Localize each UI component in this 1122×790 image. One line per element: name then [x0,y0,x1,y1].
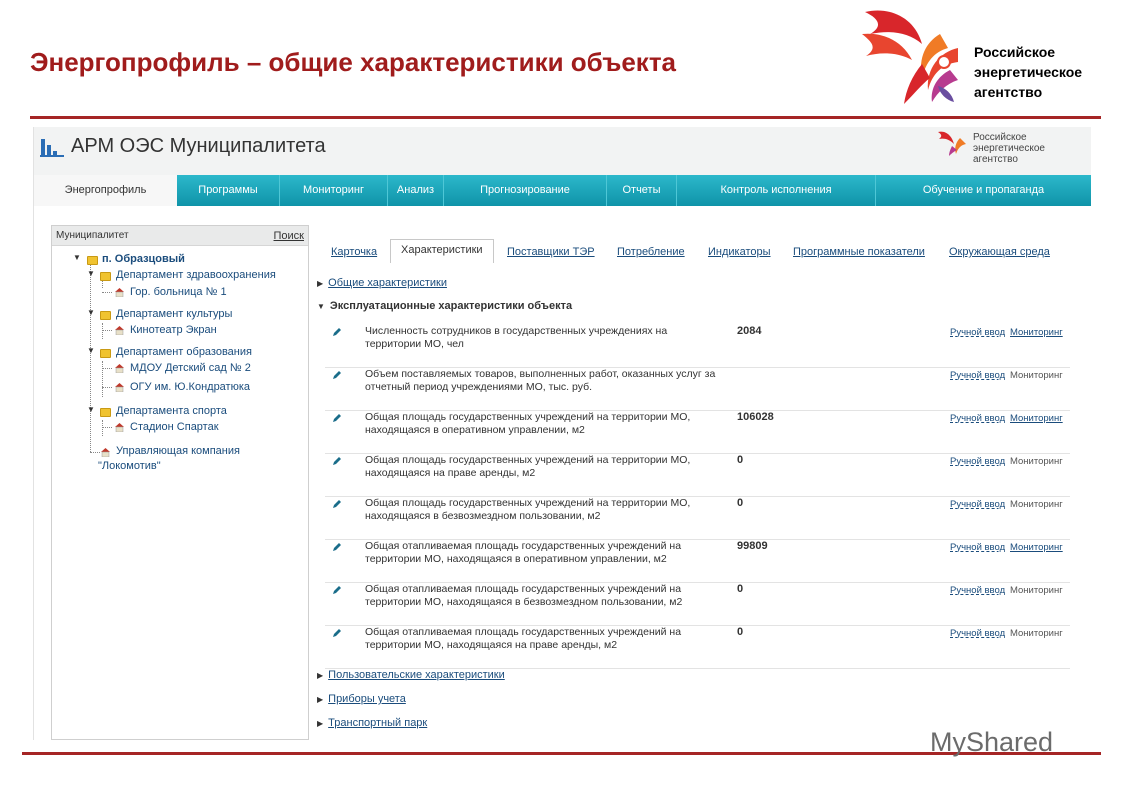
app-screenshot [33,127,1090,740]
section-transport-label[interactable]: Транспортный парк [328,717,428,729]
tree-guide [90,260,91,452]
tree-guide [102,323,103,339]
tree-node-ogu[interactable]: ОГУ им. Ю.Кондратюка [130,381,251,393]
section-general-label[interactable]: Общие характеристики [328,277,447,289]
collapsed-caret-icon: ▶ [317,719,324,728]
manual-entry-link[interactable]: Ручной ввод [950,327,1006,338]
tree-node-dept-culture[interactable]: Департамент культуры [116,308,233,320]
sidebar-header [52,226,308,246]
pencil-icon[interactable] [332,628,342,638]
row-description: Численность сотрудников в государственных учреждениях на территории МО, чел [365,325,668,350]
nav-execution-control[interactable]: Контроль исполнения [677,175,876,206]
tree-guide [102,427,112,428]
tree-node-dept-health[interactable]: Департамент здравоохранения [116,269,276,281]
nav-analysis[interactable]: Анализ [388,175,444,206]
monitoring-link[interactable]: Мониторинг [1010,327,1063,338]
table-row [325,325,1070,368]
manual-entry-link[interactable]: Ручной ввод [950,542,1006,553]
tree-node-cinema[interactable]: Кинотеатр Экран [130,324,217,336]
expand-caret-icon[interactable]: ▼ [87,405,95,414]
row-description: Общая отапливаемая площадь государственных учреждений на территории МО, находящаяся на праве аренды, м2 [365,626,682,651]
pencil-icon[interactable] [332,456,342,466]
monitoring-link[interactable]: Мониторинг [1010,413,1063,424]
main-nav [34,175,1091,206]
collapsed-caret-icon: ▶ [317,671,324,680]
section-user[interactable] [317,669,505,681]
row-value: 0 [737,454,744,466]
row-description: Общая площадь государственных учреждений на территории МО, находящаяся в оперативном управлении, м2 [365,411,691,436]
tree-node-dept-education[interactable]: Департамент образования [116,346,252,358]
section-meters[interactable] [317,693,406,705]
table-row [325,454,1070,497]
expand-caret-icon[interactable]: ▼ [87,308,95,317]
municipality-tree [52,246,308,736]
agency-name: Российское энергетическое агентство [974,44,1083,100]
building-icon [114,363,125,373]
tab-card[interactable]: Карточка [331,246,378,258]
pencil-icon[interactable] [332,542,342,552]
row-value: 106028 [737,411,774,423]
folder-icon [100,349,111,358]
section-user-label[interactable]: Пользовательские характеристики [328,669,505,681]
expand-caret-icon[interactable]: ▼ [87,346,95,355]
row-value: 0 [737,583,744,595]
tree-node-mgmt-company-name[interactable]: "Локомотив" [98,460,161,472]
collapsed-caret-icon: ▶ [317,695,324,704]
nav-monitoring[interactable]: Мониторинг [280,175,388,206]
tab-program-indicators[interactable]: Программные показатели [793,246,925,258]
monitoring-link[interactable]: Мониторинг [1010,542,1063,553]
row-value: 0 [737,497,744,509]
monitoring-label: Мониторинг [1010,456,1063,467]
pencil-icon[interactable] [332,585,342,595]
building-icon [114,287,125,297]
row-description: Объем поставляемых товаров, выполненных работ, оказанных услуг за отчетный период учреждениями МО, тыс. руб. [365,368,716,393]
section-operational[interactable] [317,300,572,312]
folder-icon [100,408,111,417]
tree-node-hospital[interactable]: Гор. больница № 1 [130,286,227,298]
expanded-caret-icon: ▼ [317,302,325,311]
table-row [325,540,1070,583]
row-description: Общая площадь государственных учреждений на территории МО, находящаяся на праве аренды, м2 [365,454,691,479]
row-description: Общая площадь государственных учреждений на территории МО, находящаяся в безвозмездном пользовании, м2 [365,497,691,522]
row-value: 2084 [737,325,762,337]
table-row [325,368,1070,411]
tree-guide [102,368,112,369]
monitoring-label: Мониторинг [1010,585,1063,596]
manual-entry-link[interactable]: Ручной ввод [950,456,1006,467]
expand-caret-icon[interactable]: ▼ [87,269,95,278]
folder-icon [100,272,111,281]
agency-small-logo-icon [936,130,970,156]
agency-phoenix-logo [860,4,970,108]
manual-entry-link[interactable]: Ручной ввод [950,628,1006,639]
tree-node-dept-sport[interactable]: Департамента спорта [116,405,227,417]
row-value: 0 [737,626,744,638]
slide-divider-top [30,116,1101,119]
collapsed-caret-icon: ▶ [317,279,324,288]
slide-title: Энергопрофиль – общие характеристики объекта [30,47,677,77]
row-description: Общая отапливаемая площадь государственных учреждений на территории МО, находящаяся в оперативном управлении, м2 [365,540,682,565]
table-row [325,583,1070,626]
table-row [325,497,1070,540]
tree-node-kindergarten[interactable]: МДОУ Детский сад № 2 [130,362,251,374]
building-icon [100,447,111,457]
building-icon [114,382,125,392]
bar-chart-logo-icon [40,135,64,157]
tree-guide [102,361,103,397]
pencil-icon[interactable] [332,413,342,423]
section-transport[interactable] [317,717,427,729]
expand-caret-icon[interactable]: ▼ [73,253,81,262]
tab-indicators[interactable]: Индикаторы [708,246,771,258]
monitoring-label: Мониторинг [1010,628,1063,639]
pencil-icon[interactable] [332,327,342,337]
nav-energy-profile[interactable]: Энергопрофиль [34,175,177,206]
pencil-icon[interactable] [332,499,342,509]
row-description: Общая отапливаемая площадь государственных учреждений на территории МО, находящаяся в безвозмездном пользовании, м2 [365,583,683,608]
manual-entry-link[interactable]: Ручной ввод [950,413,1006,424]
folder-icon [100,311,111,320]
tree-guide [102,420,103,436]
manual-entry-link[interactable]: Ручной ввод [950,499,1006,510]
monitoring-label: Мониторинг [1010,370,1063,381]
sidebar-label: Муниципалитет [56,230,129,241]
table-row [325,411,1070,454]
manual-entry-link[interactable]: Ручной ввод [950,585,1006,596]
tab-environment[interactable]: Окружающая среда [949,246,1050,258]
tree-node-stadium[interactable]: Стадион Спартак [130,421,219,433]
tree-node-root[interactable]: п. Образцовый [102,253,185,265]
municipality-sidebar [51,225,309,740]
watermark-text: MyShared [930,727,1054,757]
section-meters-label[interactable]: Приборы учета [328,693,406,705]
monitoring-label: Мониторинг [1010,499,1063,510]
folder-icon [87,256,98,265]
section-general[interactable] [317,277,447,289]
agency-small-name: Российское энергетическое агентство [973,132,1045,165]
tree-guide [90,452,100,453]
row-value: 99809 [737,540,768,552]
search-link[interactable]: Поиск [273,230,304,242]
tree-guide [102,330,112,331]
nav-education[interactable]: Обучение и пропаганда [922,184,1045,196]
tab-consumption[interactable]: Потребление [617,246,685,258]
building-icon [114,422,125,432]
section-operational-label: Эксплуатационные характеристики объекта [329,300,573,312]
pencil-icon[interactable] [332,370,342,380]
nav-reports[interactable]: Отчеты [607,175,677,206]
app-title: АРМ ОЭС Муниципалитета [71,135,326,157]
tree-guide [102,387,112,388]
manual-entry-link[interactable]: Ручной ввод [950,370,1006,381]
tree-guide [102,292,112,293]
table-row [325,626,1070,669]
app-header [34,127,1091,175]
watermark [930,727,1053,758]
tab-suppliers[interactable]: Поставщики ТЭР [507,246,595,258]
tree-node-mgmt-company[interactable]: Управляющая компания [116,445,240,457]
building-icon [114,325,125,335]
nav-programs[interactable]: Программы [177,175,280,206]
nav-forecasting[interactable]: Прогнозирование [444,175,607,206]
tab-characteristics[interactable]: Характеристики [390,239,494,263]
